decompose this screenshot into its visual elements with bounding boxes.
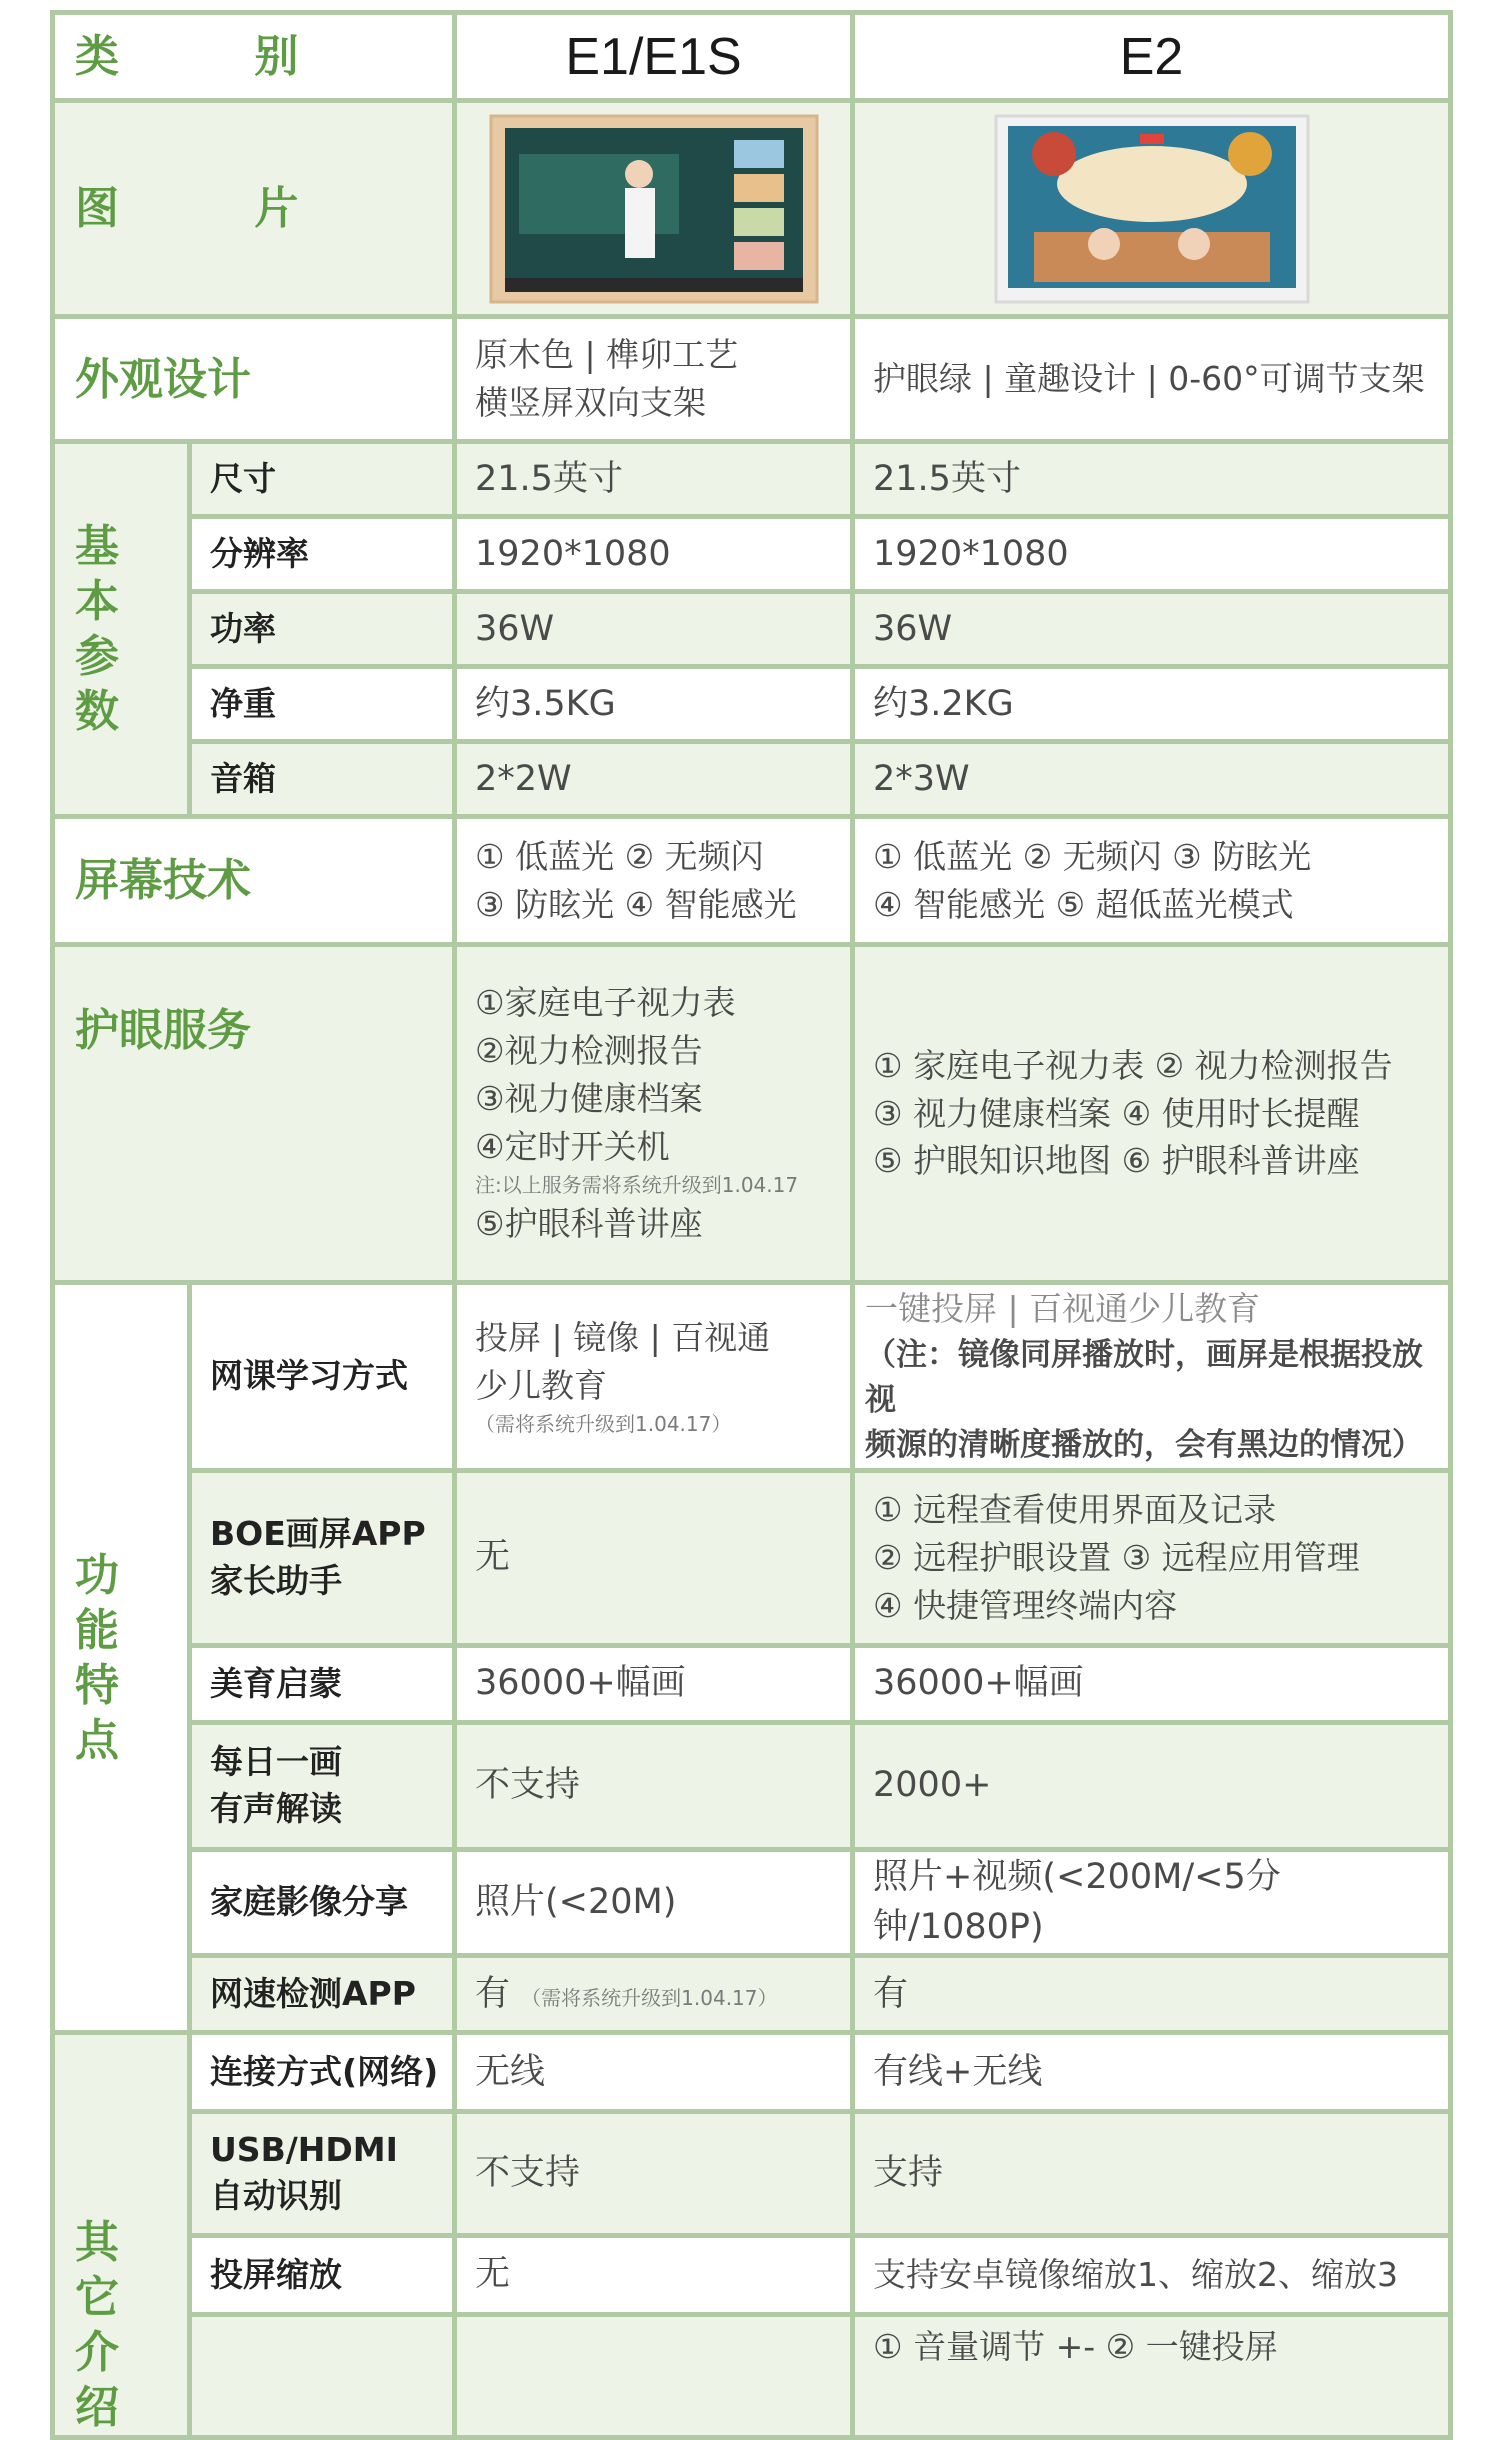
other-conn-e1: 无线 [455,2033,853,2112]
other-name: USB/HDMI 自动识别 [190,2112,455,2235]
feature-name: 网课学习方式 [190,1283,455,1471]
basic-row-resolution [53,517,1451,592]
other-name: 连接方式(网络) [190,2033,455,2112]
basic-item-name: 分辨率 [190,517,455,592]
basic-item-e2: 1920*1080 [853,517,1451,592]
other-shortcut-e1 [455,2314,853,2437]
feature-name: 网速检测APP [190,1956,455,2033]
feature-speed-e1: 有 （需将系统升级到1.04.17） [455,1956,853,2033]
e2-header: E2 [853,13,1451,101]
feature-online-e1: 投屏 | 镜像 | 百视通 少儿教育 （需将系统升级到1.04.17） [455,1283,853,1471]
eyecare-e1: ①家庭电子视力表 ②视力检测报告 ③视力健康档案 ④定时开关机 注:以上服务需将系统升级到1.04.17 ⑤护眼科普讲座 [455,945,853,1283]
appearance-e2: 护眼绿 | 童趣设计 | 0-60°可调节支架 [853,317,1451,442]
basic-item-name: 音箱 [190,742,455,817]
screen-tech-label: 屏幕技术 [53,817,455,945]
basic-item-name: 尺寸 [190,442,455,517]
other-label: 其它介绍 [53,2033,190,2438]
e2-product-image [994,114,1310,304]
other-row-zoom [53,2235,1451,2314]
other-zoom-e1: 无 [455,2235,853,2314]
basic-row-speaker [53,742,1451,817]
eyecare-e2: ① 家庭电子视力表 ② 视力检测报告 ③ 视力健康档案 ④ 使用时长提醒 ⑤ 护眼知识地图 ⑥ 护眼科普讲座 [853,945,1451,1283]
other-row-shortcut [53,2314,1451,2437]
basic-row-size [53,442,1451,517]
other-usb-e2: 支持 [853,2112,1451,2235]
other-shortcut-e2: ① 音量调节 +- ② 一键投屏 [853,2314,1451,2437]
category-header: 类 别 [53,13,455,101]
comparison-table [50,10,1453,2440]
e1-image-cell [455,101,853,317]
feature-name: 每日一画 有声解读 [190,1722,455,1849]
screen-tech-e2: ① 低蓝光 ② 无频闪 ③ 防眩光 ④ 智能感光 ⑤ 超低蓝光模式 [853,817,1451,945]
header-row [53,13,1451,101]
other-zoom-e2: 支持安卓镜像缩放1、缩放2、缩放3 [853,2235,1451,2314]
images-row [53,101,1451,317]
feature-name: BOE画屏APP 家长助手 [190,1470,455,1645]
eyecare-row [53,945,1451,1283]
feature-share-e1: 照片(<20M) [455,1849,853,1956]
feature-daily-e2: 2000+ [853,1722,1451,1849]
feature-online-e2: 一键投屏 | 百视通少儿教育 （注：镜像同屏播放时，画屏是根据投放视 频源的清晰度播放的，会有黑边的情况） [853,1283,1451,1471]
features-label: 功能特点 [53,1283,190,2033]
eyecare-label: 护眼服务 [53,945,455,1283]
feature-daily-e1: 不支持 [455,1722,853,1849]
feature-art-e1: 36000+幅画 [455,1645,853,1722]
other-row-connection [53,2033,1451,2112]
basic-item-e2: 21.5英寸 [853,442,1451,517]
e1-header: E1/E1S [455,13,853,101]
eyecare-note: 注:以上服务需将系统升级到1.04.17 [475,1172,799,1197]
basic-params-label: 基本参数 [53,442,190,817]
feature-share-e2: 照片+视频(<200M/<5分钟/1080P) [853,1849,1451,1956]
other-usb-e1: 不支持 [455,2112,853,2235]
basic-item-e1: 36W [455,592,853,667]
basic-item-name: 净重 [190,667,455,742]
appearance-row [53,317,1451,442]
feature-art-e2: 36000+幅画 [853,1645,1451,1722]
basic-item-name: 功率 [190,592,455,667]
basic-item-e1: 2*2W [455,742,853,817]
basic-item-e1: 1920*1080 [455,517,853,592]
basic-item-e2: 36W [853,592,1451,667]
feature-row-online [53,1283,1451,1471]
feature-name: 家庭影像分享 [190,1849,455,1956]
images-label: 图 片 [53,101,455,317]
e1-product-image [489,114,819,304]
basic-row-weight [53,667,1451,742]
screen-tech-e1: ① 低蓝光 ② 无频闪 ③ 防眩光 ④ 智能感光 [455,817,853,945]
feature-row-speed [53,1956,1451,2033]
other-name: 投屏缩放 [190,2235,455,2314]
feature-row-daily [53,1722,1451,1849]
basic-item-e1: 约3.5KG [455,667,853,742]
basic-item-e2: 约3.2KG [853,667,1451,742]
feature-boe-e2: ① 远程查看使用界面及记录 ② 远程护眼设置 ③ 远程应用管理 ④ 快捷管理终端内容 [853,1470,1451,1645]
other-name [190,2314,455,2437]
feature-boe-e1: 无 [455,1470,853,1645]
screen-tech-row [53,817,1451,945]
feature-speed-e2: 有 [853,1956,1451,2033]
feature-row-boe [53,1470,1451,1645]
other-conn-e2: 有线+无线 [853,2033,1451,2112]
other-row-usb [53,2112,1451,2235]
basic-item-e1: 21.5英寸 [455,442,853,517]
feature-row-share [53,1849,1451,1956]
e2-image-cell [853,101,1451,317]
basic-item-e2: 2*3W [853,742,1451,817]
appearance-e1: 原木色 | 榫卯工艺 横竖屏双向支架 [455,317,853,442]
feature-row-art [53,1645,1451,1722]
appearance-label: 外观设计 [53,317,455,442]
basic-row-power [53,592,1451,667]
feature-name: 美育启蒙 [190,1645,455,1722]
